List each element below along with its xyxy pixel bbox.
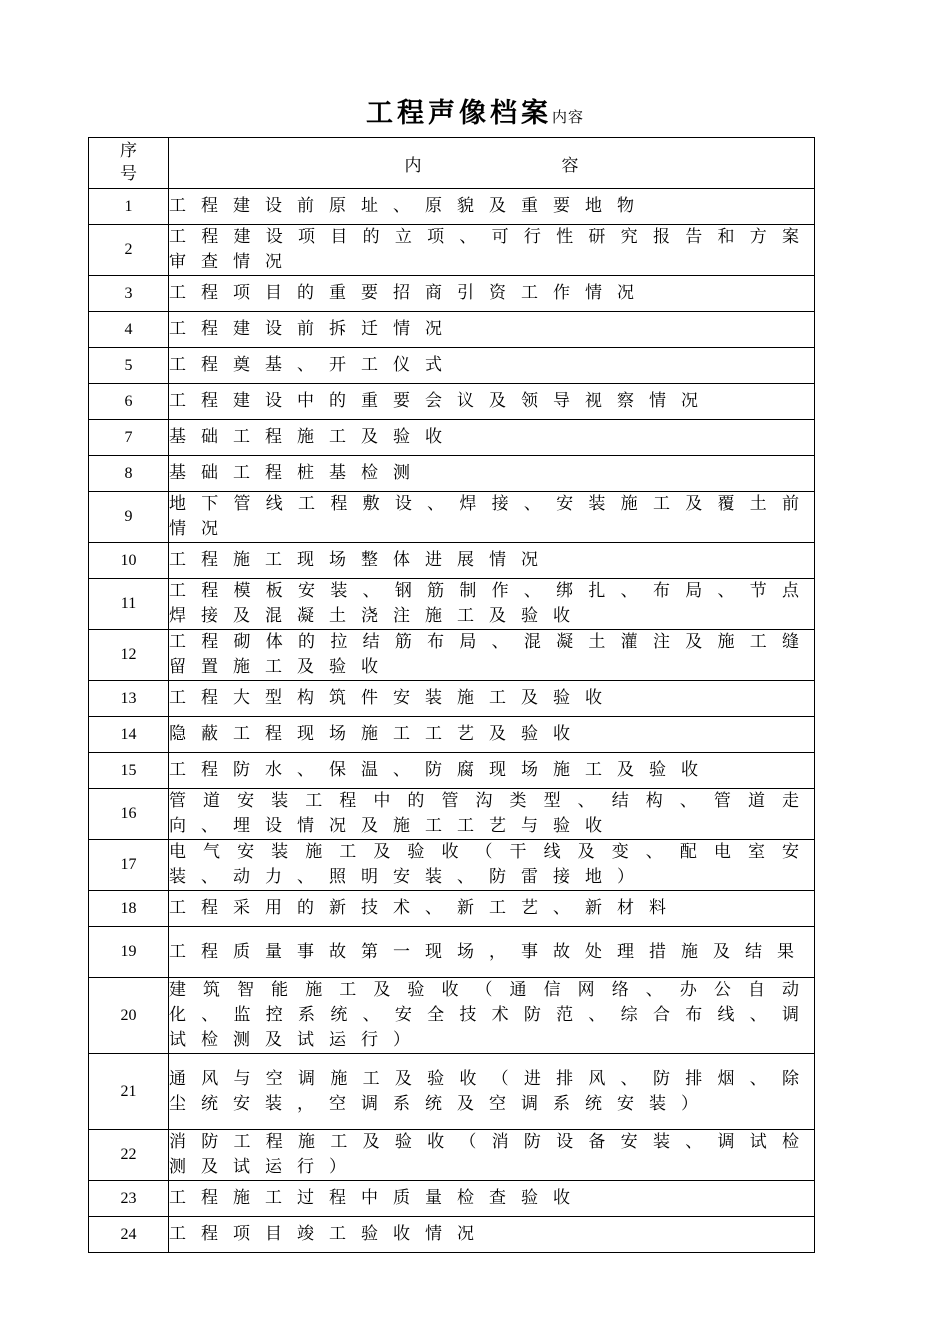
table-row bbox=[89, 384, 815, 420]
row-number: 9 bbox=[89, 492, 169, 543]
table-row bbox=[89, 789, 815, 840]
table-row bbox=[89, 1130, 815, 1181]
row-content: 工程建设前拆迁情况 bbox=[169, 312, 815, 348]
row-number: 12 bbox=[89, 630, 169, 681]
table-row bbox=[89, 753, 815, 789]
table-row bbox=[89, 456, 815, 492]
table-row bbox=[89, 681, 815, 717]
table-row bbox=[89, 579, 815, 630]
row-number: 6 bbox=[89, 384, 169, 420]
table-row bbox=[89, 492, 815, 543]
row-content: 工程项目的重要招商引资工作情况 bbox=[169, 276, 815, 312]
row-content: 工程防水、保温、防腐现场施工及验收 bbox=[169, 753, 815, 789]
row-content: 工程大型构筑件安装施工及验收 bbox=[169, 681, 815, 717]
row-number: 15 bbox=[89, 753, 169, 789]
row-number: 19 bbox=[89, 927, 169, 978]
header-content bbox=[169, 138, 815, 189]
row-content: 消防工程施工及验收（消防设备安装、调试检测及试运行） bbox=[169, 1130, 815, 1181]
table-row bbox=[89, 927, 815, 978]
row-number: 4 bbox=[89, 312, 169, 348]
row-content: 工程项目竣工验收情况 bbox=[169, 1217, 815, 1253]
header-content-char-1: 内 bbox=[404, 155, 422, 176]
row-number: 8 bbox=[89, 456, 169, 492]
row-number: 7 bbox=[89, 420, 169, 456]
header-sequence-number bbox=[89, 138, 169, 189]
table-row bbox=[89, 543, 815, 579]
row-number: 23 bbox=[89, 1181, 169, 1217]
table-row bbox=[89, 840, 815, 891]
table-row bbox=[89, 276, 815, 312]
row-number: 3 bbox=[89, 276, 169, 312]
row-number: 17 bbox=[89, 840, 169, 891]
table-row bbox=[89, 630, 815, 681]
archive-content-table bbox=[88, 137, 815, 1253]
table-row bbox=[89, 312, 815, 348]
table-row bbox=[89, 348, 815, 384]
row-number: 13 bbox=[89, 681, 169, 717]
table-row bbox=[89, 978, 815, 1054]
row-number: 11 bbox=[89, 579, 169, 630]
row-content: 工程施工过程中质量检查验收 bbox=[169, 1181, 815, 1217]
row-content: 工程奠基、开工仪式 bbox=[169, 348, 815, 384]
row-number: 2 bbox=[89, 225, 169, 276]
row-content: 工程建设中的重要会议及领导视察情况 bbox=[169, 384, 815, 420]
row-content: 工程施工现场整体进展情况 bbox=[169, 543, 815, 579]
document-title bbox=[0, 96, 950, 135]
row-number: 22 bbox=[89, 1130, 169, 1181]
table-row bbox=[89, 891, 815, 927]
row-number: 10 bbox=[89, 543, 169, 579]
row-content: 工程建设项目的立项、可行性研究报告和方案审查情况 bbox=[169, 225, 815, 276]
table-row bbox=[89, 1217, 815, 1253]
row-content: 工程模板安装、钢筋制作、绑扎、布局、节点焊接及混凝土浇注施工及验收 bbox=[169, 579, 815, 630]
row-number: 21 bbox=[89, 1054, 169, 1130]
row-content: 电气安装施工及验收（干线及变、配电室安装、动力、照明安装、防雷接地） bbox=[169, 840, 815, 891]
table-row bbox=[89, 189, 815, 225]
row-content: 地下管线工程敷设、焊接、安装施工及覆土前情况 bbox=[169, 492, 815, 543]
row-number: 1 bbox=[89, 189, 169, 225]
header-sequence-label: 序号 bbox=[120, 141, 137, 184]
table-row bbox=[89, 1054, 815, 1130]
table-header-row bbox=[89, 138, 815, 189]
row-content: 基础工程桩基检测 bbox=[169, 456, 815, 492]
row-number: 18 bbox=[89, 891, 169, 927]
table-row bbox=[89, 420, 815, 456]
row-number: 24 bbox=[89, 1217, 169, 1253]
row-content: 工程质量事故第一现场，事故处理措施及结果 bbox=[169, 927, 815, 978]
row-content: 工程建设前原址、原貌及重要地物 bbox=[169, 189, 815, 225]
title-sub: 内容 bbox=[551, 108, 584, 126]
row-content: 隐蔽工程现场施工工艺及验收 bbox=[169, 717, 815, 753]
table-row bbox=[89, 1181, 815, 1217]
header-content-char-2: 容 bbox=[561, 155, 579, 176]
row-number: 5 bbox=[89, 348, 169, 384]
row-content: 通风与空调施工及验收（进排风、防排烟、除尘统安装，空调系统及空调系统安装） bbox=[169, 1054, 815, 1130]
table-row bbox=[89, 225, 815, 276]
row-number: 20 bbox=[89, 978, 169, 1054]
table-row bbox=[89, 717, 815, 753]
row-content: 管道安装工程中的管沟类型、结构、管道走向、埋设情况及施工工艺与验收 bbox=[169, 789, 815, 840]
row-content: 工程砌体的拉结筋布局、混凝土灌注及施工缝留置施工及验收 bbox=[169, 630, 815, 681]
title-main: 工程声像档案 bbox=[365, 98, 552, 129]
row-number: 16 bbox=[89, 789, 169, 840]
row-content: 基础工程施工及验收 bbox=[169, 420, 815, 456]
row-content: 建筑智能施工及验收（通信网络、办公自动化、监控系统、安全技术防范、综合布线、调试检测及试运行） bbox=[169, 978, 815, 1054]
row-number: 14 bbox=[89, 717, 169, 753]
row-content: 工程采用的新技术、新工艺、新材料 bbox=[169, 891, 815, 927]
